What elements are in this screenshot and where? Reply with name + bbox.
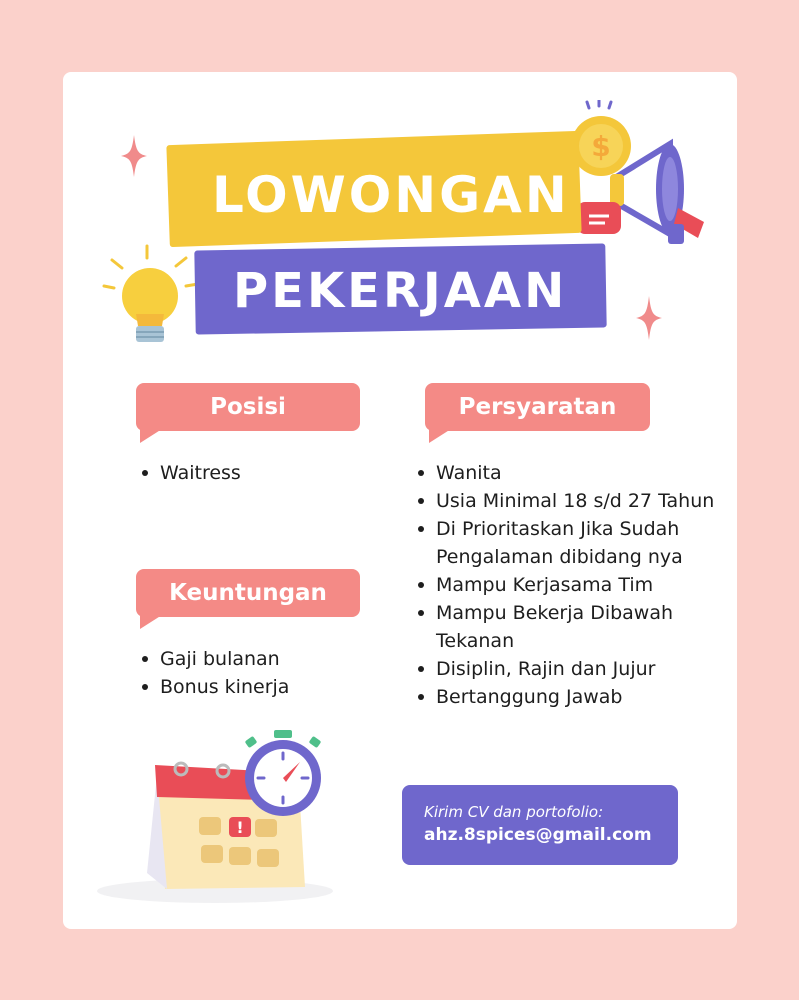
persyaratan-heading (425, 383, 650, 431)
persyaratan-list (412, 459, 730, 711)
chat-bubble-icon (575, 200, 625, 240)
sparkle-icon (121, 135, 147, 177)
sparkle-icon (636, 296, 662, 340)
title-line-1: LOWONGAN (212, 166, 570, 224)
list-item: Waitress (136, 459, 376, 487)
keuntungan-heading (136, 569, 360, 617)
posisi-list (136, 459, 376, 487)
title-line-2: PEKERJAAN (233, 263, 568, 319)
list-item: Bonus kinerja (136, 673, 376, 701)
list-item: Disiplin, Rajin dan Jujur (412, 655, 730, 683)
posisi-heading (136, 383, 360, 431)
svg-text:!: ! (236, 818, 244, 837)
stopwatch-icon (238, 728, 328, 820)
list-item: Gaji bulanan (136, 645, 376, 673)
contact-label: Kirim CV dan portofolio: (424, 803, 604, 821)
list-item: Bertanggung Jawab (412, 683, 730, 711)
svg-text:$: $ (591, 130, 611, 163)
contact-email[interactable]: ahz.8spices@gmail.com (424, 825, 652, 845)
contact-box (402, 785, 678, 865)
list-item: Usia Minimal 18 s/d 27 Tahun (412, 487, 730, 515)
list-item: Di Prioritaskan Jika Sudah Pengalaman dibidang nya (412, 515, 730, 571)
posisi-heading-label: Posisi (210, 394, 286, 420)
keuntungan-list (136, 645, 376, 701)
persyaratan-heading-label: Persyaratan (458, 394, 617, 420)
list-item: Mampu Kerjasama Tim (412, 571, 730, 599)
list-item: Mampu Bekerja Dibawah Tekanan (412, 599, 730, 655)
list-item: Wanita (412, 459, 730, 487)
keuntungan-heading-label: Keuntungan (169, 580, 327, 606)
